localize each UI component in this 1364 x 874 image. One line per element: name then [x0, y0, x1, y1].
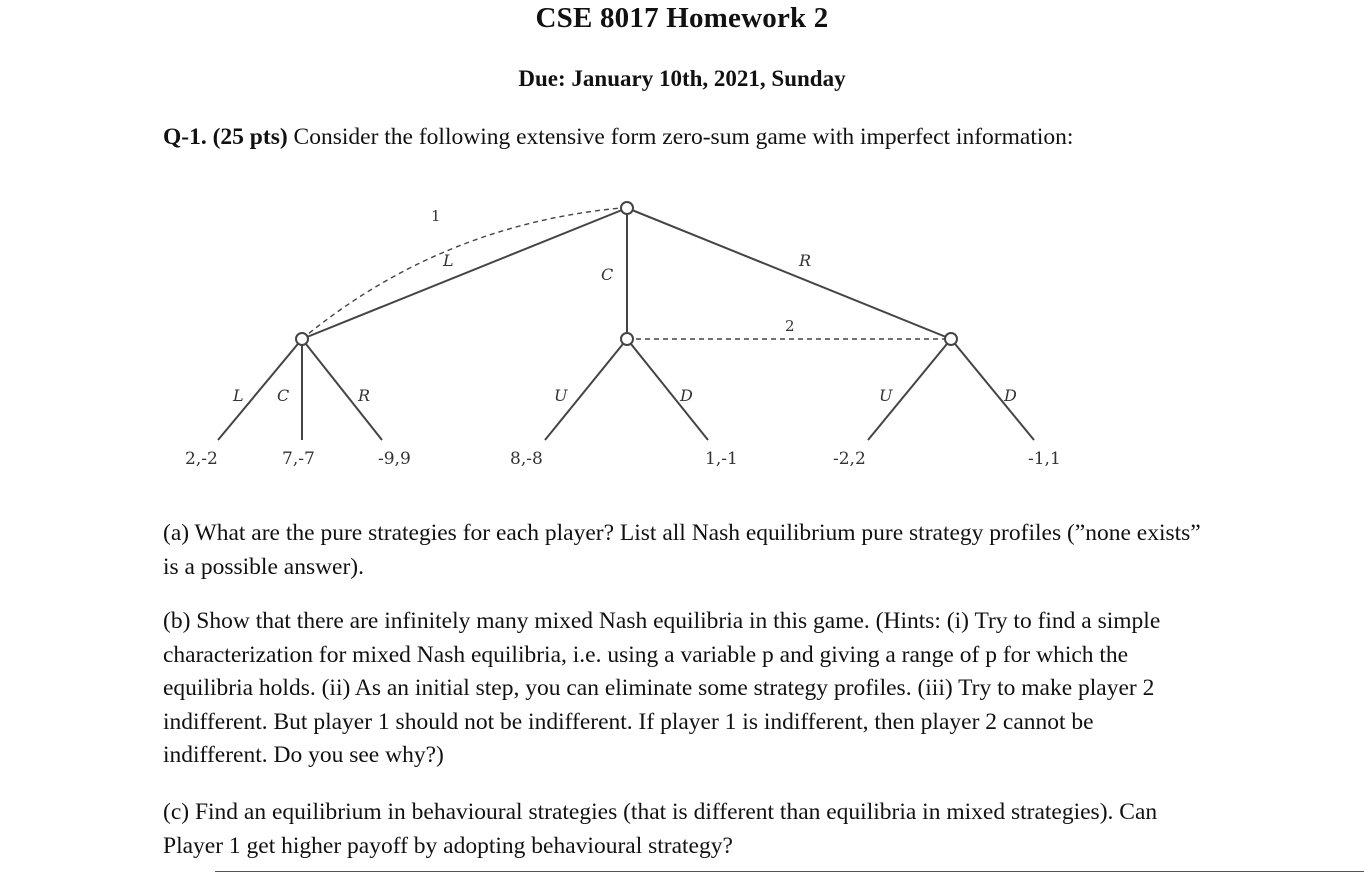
document-title: CSE 8017 Homework 2 [535, 2, 829, 34]
payoff-leaf: 8,-8 [510, 449, 543, 469]
right-action-up-label: U [879, 386, 893, 405]
payoff-leaf: 1,-1 [705, 449, 738, 469]
root-action-right-label: R [799, 251, 812, 270]
right-node [945, 333, 957, 345]
player1-label: 1 [431, 207, 441, 225]
part-c-text: (c) Find an equilibrium in behavioural strategies (that is different than equilibria in mixed strategies). Can Player 1 get higher payoff by adopting behavioural strategy? [163, 799, 1158, 859]
center-node-branch-down [627, 339, 708, 440]
center-node [621, 333, 633, 345]
left-node-action-center-label: C [277, 386, 290, 405]
question-text: Consider the following extensive form zero-sum game with imperfect information: [293, 124, 1074, 150]
right-node-branch-down [951, 339, 1034, 440]
payoff-leaf: -9,9 [378, 449, 411, 469]
payoff-leaf: 7,-7 [282, 449, 315, 469]
root-action-center-label: C [601, 265, 614, 284]
part-a-text: (a) What are the pure strategies for each player? List all Nash equilibrium pure strategy profiles (”none exists” is a possible answer). [163, 520, 1201, 580]
page-bottom-rule [215, 871, 1364, 872]
center-action-down-label: D [680, 386, 693, 405]
root-branch-left [302, 208, 627, 339]
question-label: Q-1. (25 pts) [163, 124, 288, 150]
center-action-up-label: U [554, 386, 568, 405]
part-b-text: (b) Show that there are infinitely many mixed Nash equilibria in this game. (Hints: (i) Try to find a simple characterization for mixed Nash equilibria, i.e. using a variable p and giving a range of p for which the equilibria holds. (ii) As an initial step, you can eliminate some strategy profiles. (iii) Try to make player 2 indifferent. But player 1 should not be indifferent. If player 1 is indifferent, then player 2 cannot be indifferent. Do you see why?) [163, 608, 1161, 768]
right-action-down-label: D [1004, 386, 1017, 405]
due-date: Due: January 10th, 2021, Sunday [518, 66, 846, 91]
left-node-action-left-label: L [233, 386, 244, 405]
payoff-leaf: 2,-2 [185, 449, 218, 469]
left-node-action-right-label: R [358, 386, 371, 405]
payoff-leaf: -1,1 [1028, 449, 1061, 469]
left-node-branch-left [218, 339, 302, 440]
root-action-left-label: L [443, 251, 454, 270]
left-node [296, 333, 308, 345]
root-node [621, 202, 633, 214]
player2-label: 2 [785, 317, 795, 335]
payoff-leaf: -2,2 [833, 449, 866, 469]
